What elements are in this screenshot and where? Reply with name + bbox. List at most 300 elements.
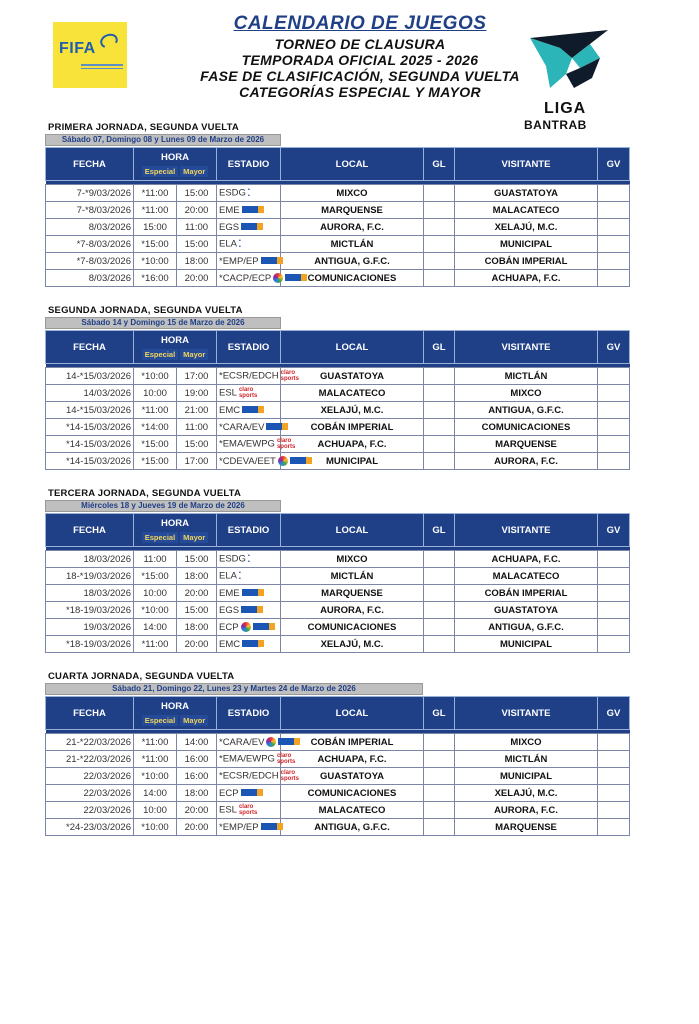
away-team: MALACATECO [455,568,598,585]
col-fecha-header: FECHA [46,697,134,730]
title-block [150,12,570,100]
match-date: 7-*8/03/2026 [46,202,134,219]
match-date: 8/03/2026 [46,219,134,236]
time-especial: *11:00 [134,734,177,751]
stadium-cell [217,819,281,836]
col-visitante-header: VISITANTE [455,331,598,364]
stadium-code: ESL [219,387,237,399]
away-goals [598,768,630,785]
away-goals [598,785,630,802]
time-mayor: 15:00 [177,236,217,253]
match-row [46,419,630,436]
stadium-cell [217,385,281,402]
col-fecha-header: FECHA [46,514,134,547]
home-goals [424,436,455,453]
stadium-code: ECP [219,787,239,799]
claro-sports-icon: claro sports [280,770,299,782]
mayor-label: Mayor [180,166,208,177]
home-team: MICTLÁN [281,236,424,253]
home-goals [424,185,455,202]
tigo-sports-icon [242,206,260,213]
stadium-code: *EMP/EP [219,821,259,833]
home-team: MICTLÁN [281,568,424,585]
match-row [46,253,630,270]
tigo-sports-icon [242,640,260,647]
away-goals [598,253,630,270]
away-team: COBÁN IMPERIAL [455,253,598,270]
col-gv-header: GV [598,331,630,364]
stadium-code: ESL [219,804,237,816]
match-date: 7-*9/03/2026 [46,185,134,202]
stadium-cell [217,419,281,436]
home-team: ACHUAPA, F.C. [281,436,424,453]
away-team: MUNICIPAL [455,636,598,653]
tigo-sports-icon [241,223,259,230]
away-goals [598,585,630,602]
fifa-logo [53,22,127,88]
home-goals [424,202,455,219]
time-mayor: 15:00 [177,436,217,453]
home-team: COMUNICACIONES [281,619,424,636]
stadium-code: *EMA/EWPG [219,438,275,450]
claro-sports-icon: claro sports [276,438,296,450]
stadium-cell [217,253,281,270]
section-dates: Sábado 14 y Domingo 15 de Marzo de 2026 [45,317,281,329]
away-team: MIXCO [455,385,598,402]
especial-label: Especial [142,166,178,177]
home-team: MARQUENSE [281,202,424,219]
stadium-cell [217,619,281,636]
col-local-header: LOCAL [281,148,424,181]
home-team: COBÁN IMPERIAL [281,734,424,751]
time-mayor: 18:00 [177,619,217,636]
time-mayor: 11:00 [177,419,217,436]
time-mayor: 15:00 [177,602,217,619]
gol-tv-icon [278,456,288,466]
away-team: MIXCO [455,734,598,751]
section-dates: Sábado 21, Domingo 22, Lunes 23 y Martes 24 de Marzo de 2026 [45,683,423,695]
stadium-cell [217,236,281,253]
fifa-swirl-icon [98,31,120,50]
stadium-cell [217,568,281,585]
away-team: COBÁN IMPERIAL [455,585,598,602]
home-team: MUNICIPAL [281,453,424,470]
time-mayor: 16:00 [177,768,217,785]
col-gv-header: GV [598,148,630,181]
time-especial: 14:00 [134,619,177,636]
hora-label: HORA [161,151,189,163]
home-goals [424,385,455,402]
stadium-cell [217,453,281,470]
tigo-sports-icon [278,738,296,745]
away-team: MICTLÁN [455,368,598,385]
match-date: 18/03/2026 [46,551,134,568]
col-estadio-header: ESTADIO [217,697,281,730]
away-goals [598,219,630,236]
cable-tv-icon: ▪ ▪ [247,187,250,199]
schedule-table [45,696,630,836]
away-team: MUNICIPAL [455,768,598,785]
match-date: 22/03/2026 [46,768,134,785]
col-gv-header: GV [598,697,630,730]
cable-tv-icon: ▪ ▪ [238,238,241,250]
home-goals [424,585,455,602]
match-row [46,402,630,419]
home-goals [424,551,455,568]
time-mayor: 19:00 [177,385,217,402]
time-especial: *11:00 [134,202,177,219]
match-date: *24-23/03/2026 [46,819,134,836]
away-goals [598,751,630,768]
match-date: 14-*15/03/2026 [46,402,134,419]
away-goals [598,619,630,636]
time-mayor: 18:00 [177,253,217,270]
time-mayor: 20:00 [177,802,217,819]
time-mayor: 20:00 [177,636,217,653]
match-row [46,236,630,253]
stadium-code: EMC [219,638,241,650]
home-goals [424,568,455,585]
time-especial: 10:00 [134,802,177,819]
match-date: *14-15/03/2026 [46,419,134,436]
match-row [46,636,630,653]
away-goals [598,419,630,436]
away-goals [598,551,630,568]
time-especial: *14:00 [134,419,177,436]
home-goals [424,734,455,751]
home-team: GUASTATOYA [281,768,424,785]
stadium-cell [217,202,281,219]
table-header-row [46,331,630,364]
schedule-table [45,147,630,287]
fifa-logo-text: FIFA [59,40,96,57]
stadium-cell [217,751,296,768]
col-gl-header: GL [424,148,455,181]
match-row [46,751,630,768]
time-mayor: 14:00 [177,734,217,751]
home-goals [424,402,455,419]
mayor-label: Mayor [180,532,208,543]
time-especial: 10:00 [134,385,177,402]
claro-sports-icon: claro sports [238,804,258,816]
col-local-header: LOCAL [281,697,424,730]
stadium-cell [217,734,281,751]
col-fecha-header: FECHA [46,148,134,181]
match-row [46,819,630,836]
match-date: 22/03/2026 [46,785,134,802]
match-row [46,734,630,751]
away-team: AURORA, F.C. [455,802,598,819]
match-row [46,185,630,202]
col-local-header: LOCAL [281,514,424,547]
stadium-cell [217,551,281,568]
tigo-sports-icon [242,406,260,413]
time-especial: *15:00 [134,453,177,470]
time-especial: *11:00 [134,402,177,419]
hora-label: HORA [161,334,189,346]
liga-bantrab-logo [520,28,620,138]
col-visitante-header: VISITANTE [455,697,598,730]
match-row [46,219,630,236]
tigo-sports-icon [266,423,284,430]
away-goals [598,368,630,385]
time-especial: 14:00 [134,785,177,802]
claro-sports-icon: claro sports [280,370,299,382]
away-goals [598,385,630,402]
match-date: *18-19/03/2026 [46,602,134,619]
stadium-cell [217,802,281,819]
tigo-sports-icon [290,457,308,464]
stadium-code: ELA [219,238,237,250]
tigo-sports-icon [253,623,271,630]
time-especial: *10:00 [134,253,177,270]
subtitle-phase: FASE DE CLASIFICACIÓN, SEGUNDA VUELTA [200,68,520,84]
time-mayor: 18:00 [177,568,217,585]
stadium-code: *EMA/EWPG [219,753,275,765]
match-date: 18-*19/03/2026 [46,568,134,585]
away-team: ACHUAPA, F.C. [455,270,598,287]
col-visitante-header: VISITANTE [455,148,598,181]
stadium-cell [217,636,281,653]
page-title: CALENDARIO DE JUEGOS [233,13,487,34]
col-gv-header: GV [598,514,630,547]
match-row [46,585,630,602]
match-date: 8/03/2026 [46,270,134,287]
home-goals [424,819,455,836]
home-team: COMUNICACIONES [281,785,424,802]
stadium-cell [217,785,281,802]
time-mayor: 17:00 [177,368,217,385]
gol-tv-icon [241,622,251,632]
match-row [46,768,630,785]
home-goals [424,419,455,436]
time-mayor: 15:00 [177,185,217,202]
match-row [46,602,630,619]
match-row [46,368,630,385]
section-title: PRIMERA JORNADA, SEGUNDA VUELTA [48,122,239,133]
especial-label: Especial [142,715,178,726]
col-hora-header [134,148,217,181]
col-hora-header [134,697,217,730]
time-especial: *10:00 [134,819,177,836]
home-team: COBÁN IMPERIAL [281,419,424,436]
match-row [46,568,630,585]
time-especial: *16:00 [134,270,177,287]
match-row [46,436,630,453]
home-goals [424,368,455,385]
stadium-code: *EMP/EP [219,255,259,267]
away-goals [598,802,630,819]
home-goals [424,453,455,470]
cable-tv-icon: ▪ ▪ [238,570,241,582]
time-mayor: 20:00 [177,270,217,287]
away-team: XELAJÚ, M.C. [455,785,598,802]
stadium-code: *CACP/ECP [219,272,272,284]
hora-label: HORA [161,517,189,529]
stadium-cell [217,368,299,385]
home-team: AURORA, F.C. [281,219,424,236]
mayor-label: Mayor [180,349,208,360]
away-team: MICTLÁN [455,751,598,768]
stadium-code: EMC [219,404,241,416]
home-team: MARQUENSE [281,585,424,602]
home-team: XELAJÚ, M.C. [281,402,424,419]
home-team: MALACATECO [281,802,424,819]
home-goals [424,619,455,636]
section-dates: Miércoles 18 y Jueves 19 de Marzo de 2026 [45,500,281,512]
time-especial: 10:00 [134,585,177,602]
time-especial: *11:00 [134,751,177,768]
match-date: *7-8/03/2026 [46,253,134,270]
stadium-code: *CARA/EV [219,736,265,748]
stadium-code: *ECSR/EDCH [219,370,279,382]
liga-bird-icon [520,28,620,100]
stadium-code: ELA [219,570,237,582]
table-header-row [46,697,630,730]
away-team: GUASTATOYA [455,185,598,202]
stadium-cell [217,270,281,287]
stadium-code: EGS [219,604,240,616]
match-date: *14-15/03/2026 [46,436,134,453]
home-team: AURORA, F.C. [281,602,424,619]
match-row [46,785,630,802]
match-date: *18-19/03/2026 [46,636,134,653]
home-goals [424,768,455,785]
stadium-code: ECP [219,621,239,633]
match-date: 21-*22/03/2026 [46,751,134,768]
time-especial: *10:00 [134,368,177,385]
stadium-code: EME [219,204,240,216]
away-goals [598,270,630,287]
section-dates: Sábado 07, Domingo 08 y Lunes 09 de Marzo de 2026 [45,134,281,146]
match-row [46,619,630,636]
time-mayor: 20:00 [177,202,217,219]
gol-tv-icon [273,273,283,283]
stadium-code: EGS [219,221,240,233]
tigo-sports-icon [242,589,260,596]
tigo-sports-icon [261,257,279,264]
col-gl-header: GL [424,697,455,730]
home-goals [424,636,455,653]
away-team: XELAJÚ, M.C. [455,219,598,236]
stadium-code: ESDG [219,553,246,565]
away-goals [598,568,630,585]
home-team: ANTIGUA, G.F.C. [281,819,424,836]
away-team: ACHUAPA, F.C. [455,551,598,568]
stadium-cell [217,402,281,419]
time-especial: 15:00 [134,219,177,236]
stadium-cell [217,219,281,236]
stadium-code: EME [219,587,240,599]
time-mayor: 15:00 [177,551,217,568]
schedule-table [45,513,630,653]
match-date: 14/03/2026 [46,385,134,402]
section-title: CUARTA JORNADA, SEGUNDA VUELTA [48,671,235,682]
match-date: 19/03/2026 [46,619,134,636]
away-team: MARQUENSE [455,436,598,453]
home-goals [424,236,455,253]
home-goals [424,253,455,270]
time-especial: 11:00 [134,551,177,568]
subtitle-tournament: TORNEO DE CLAUSURA [274,36,446,52]
col-estadio-header: ESTADIO [217,148,281,181]
stadium-code: *CDEVA/EET [219,455,276,467]
away-goals [598,436,630,453]
col-fecha-header: FECHA [46,331,134,364]
match-date: *7-8/03/2026 [46,236,134,253]
away-goals [598,185,630,202]
especial-label: Especial [142,532,178,543]
time-especial: *15:00 [134,568,177,585]
tigo-sports-icon [285,274,303,281]
col-visitante-header: VISITANTE [455,514,598,547]
stadium-cell [217,185,281,202]
stadium-cell [217,436,296,453]
stadium-code: ESDG [219,187,246,199]
home-goals [424,751,455,768]
home-goals [424,270,455,287]
away-goals [598,734,630,751]
stadium-cell [217,602,281,619]
table-header-row [46,148,630,181]
cable-tv-icon: ▪ ▪ [247,553,250,565]
match-date: 22/03/2026 [46,802,134,819]
match-date: *14-15/03/2026 [46,453,134,470]
away-team: ANTIGUA, G.F.C. [455,402,598,419]
bantrab-text: BANTRAB [524,118,587,132]
time-mayor: 20:00 [177,819,217,836]
away-goals [598,602,630,619]
match-row [46,551,630,568]
liga-text: LIGA [544,100,587,117]
section-title: SEGUNDA JORNADA, SEGUNDA VUELTA [48,305,243,316]
match-row [46,385,630,402]
time-especial: *10:00 [134,602,177,619]
home-team: ANTIGUA, G.F.C. [281,253,424,270]
col-gl-header: GL [424,514,455,547]
away-team: GUASTATOYA [455,602,598,619]
col-estadio-header: ESTADIO [217,514,281,547]
claro-sports-icon: claro sports [276,753,296,765]
schedule-table [45,330,630,470]
claro-sports-icon: claro sports [238,387,258,399]
time-mayor: 11:00 [177,219,217,236]
match-row [46,270,630,287]
fifa-tagline-lines [81,64,123,70]
time-especial: *15:00 [134,236,177,253]
home-team: MALACATECO [281,385,424,402]
col-gl-header: GL [424,331,455,364]
away-goals [598,453,630,470]
time-especial: *11:00 [134,636,177,653]
away-goals [598,236,630,253]
tigo-sports-icon [261,823,279,830]
home-team: MIXCO [281,551,424,568]
away-team: MALACATECO [455,202,598,219]
section-title: TERCERA JORNADA, SEGUNDA VUELTA [48,488,242,499]
away-goals [598,819,630,836]
away-goals [598,636,630,653]
match-date: 18/03/2026 [46,585,134,602]
stadium-code: *CARA/EV [219,421,265,433]
home-goals [424,802,455,819]
table-header-row [46,514,630,547]
match-row [46,202,630,219]
away-team: COMUNICACIONES [455,419,598,436]
time-especial: *15:00 [134,436,177,453]
away-team: MARQUENSE [455,819,598,836]
away-goals [598,202,630,219]
